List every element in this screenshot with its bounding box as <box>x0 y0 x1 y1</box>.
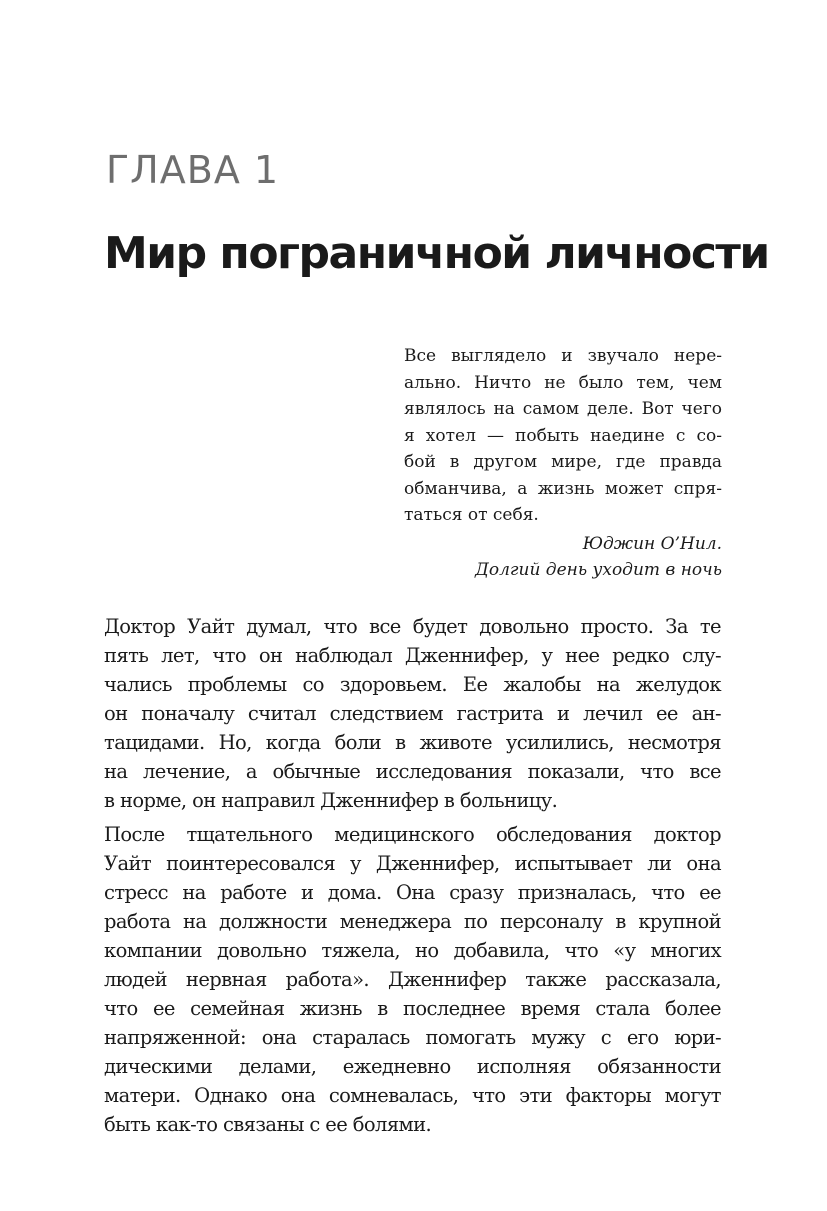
text-line: Уайт поинтересовался у Дженнифер, испытывает ли она <box>104 852 721 875</box>
text-line: людей нервная работа». Дженнифер также рассказала, <box>104 968 721 991</box>
text-line: на лечение, а обычные исследования показали, что все <box>104 760 721 783</box>
epigraph-line: я хотел — побыть наедине с со- <box>404 425 722 446</box>
epigraph-line: таться от себя. <box>404 505 539 525</box>
text-line: компании довольно тяжела, но добавила, что «у многих <box>104 939 721 962</box>
text-line: работа на должности менеджера по персоналу в крупной <box>104 910 721 933</box>
text-line: После тщательного медицинского обследования доктор <box>104 823 721 846</box>
epigraph-line: бой в другом мире, где правда <box>404 452 722 472</box>
text-line: быть как-то связаны с ее болями. <box>104 1113 432 1136</box>
text-line: пять лет, что он наблюдал Дженнифер, у нее редко слу- <box>104 644 721 667</box>
paragraph-1 <box>104 612 721 815</box>
epigraph-line: ально. Ничто не было тем, чем <box>404 372 722 393</box>
chapter-title: Мир пограничной личности <box>104 228 769 279</box>
epigraph-source: Долгий день уходит в ночь <box>475 560 722 580</box>
epigraph <box>404 343 722 584</box>
epigraph-line: являлось на самом деле. Вот чего <box>404 399 722 419</box>
epigraph-line: Все выглядело и звучало нере- <box>404 346 722 366</box>
text-line: что ее семейная жизнь в последнее время стала более <box>104 997 721 1020</box>
text-line: стресс на работе и дома. Она сразу призналась, что ее <box>104 881 721 904</box>
epigraph-author: Юджин О’Нил. <box>582 533 722 554</box>
text-line: чались проблемы со здоровьем. Ее жалобы на желудок <box>104 673 721 696</box>
text-line: тацидами. Но, когда боли в животе усилились, несмотря <box>104 731 721 754</box>
text-line: напряженной: она старалась помогать мужу с его юри- <box>104 1026 721 1049</box>
paragraph-2 <box>104 820 721 1139</box>
text-line: дическими делами, ежедневно исполняя обязанности <box>104 1055 721 1078</box>
text-line: Доктор Уайт думал, что все будет довольно просто. За те <box>104 615 721 638</box>
text-line: в норме, он направил Дженнифер в больницу. <box>104 789 558 812</box>
epigraph-attribution <box>404 531 722 584</box>
text-line: он поначалу считал следствием гастрита и лечил ее ан- <box>104 702 721 725</box>
text-line: матери. Однако она сомневалась, что эти факторы могут <box>104 1084 721 1107</box>
chapter-label: ГЛАВА 1 <box>106 148 280 192</box>
epigraph-line: обманчива, а жизнь может спря- <box>404 478 722 499</box>
